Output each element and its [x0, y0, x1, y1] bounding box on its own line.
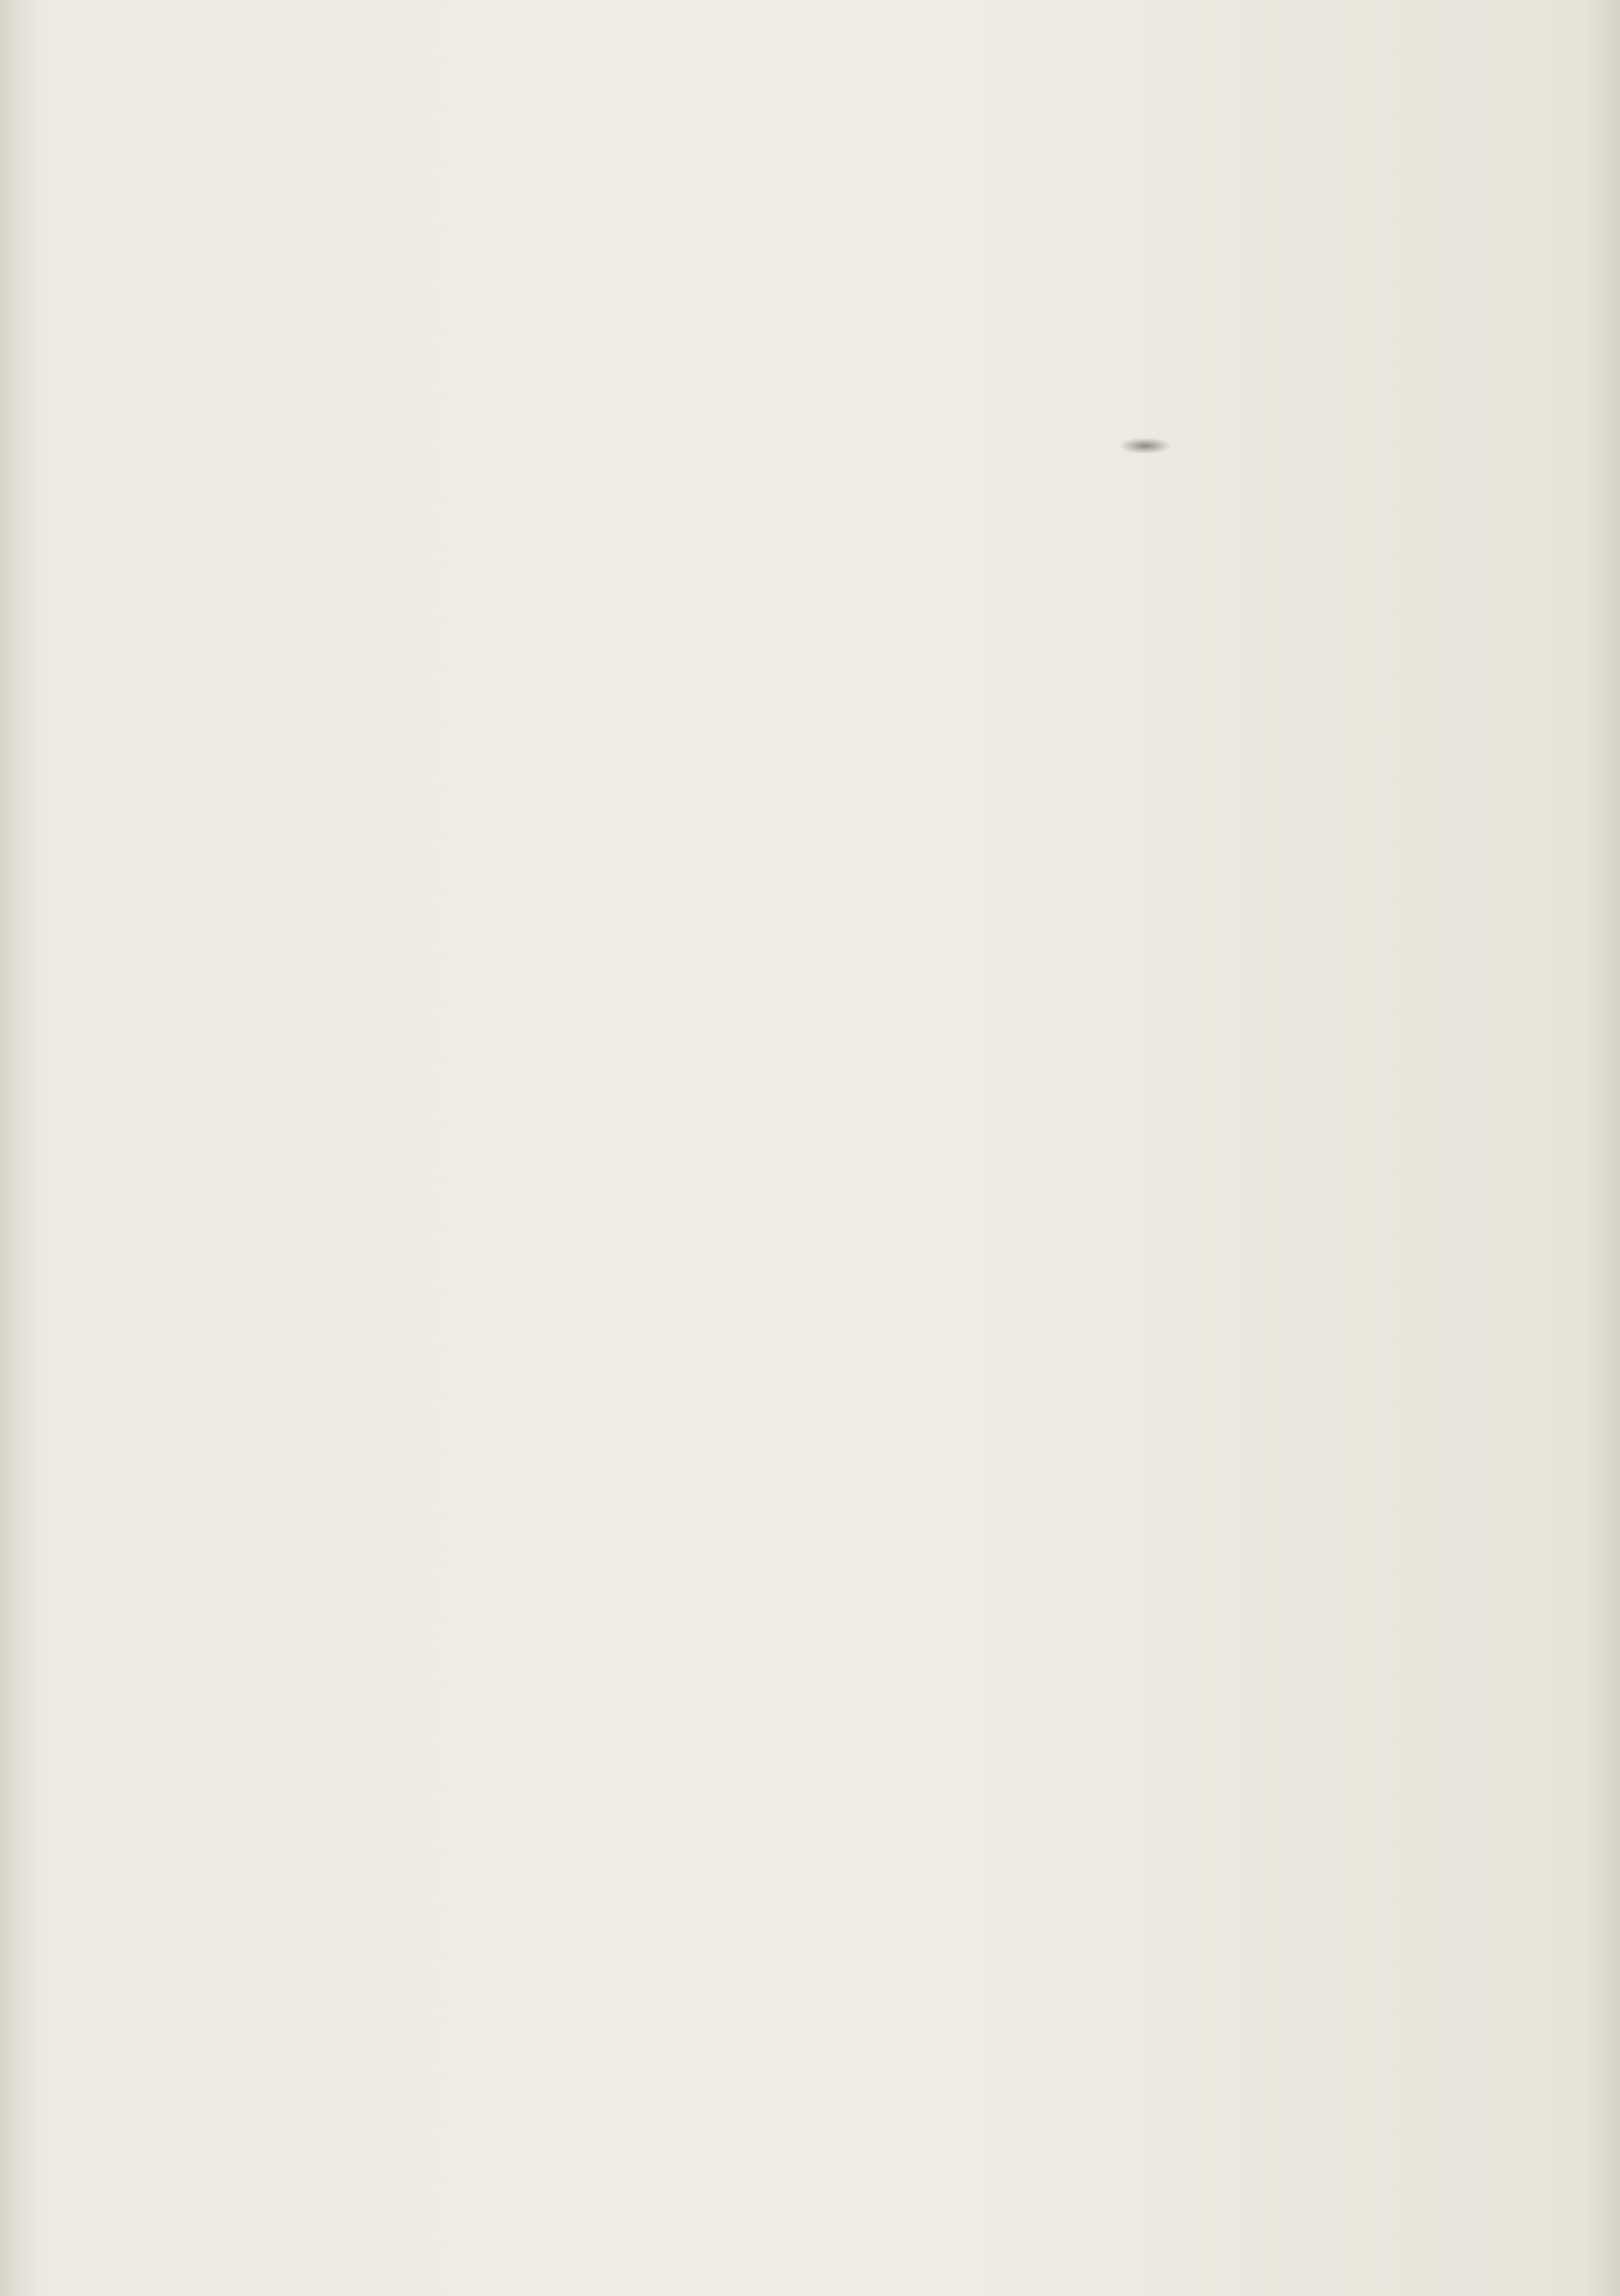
ink-smudge	[1120, 438, 1170, 454]
page-footer	[1567, 2257, 1586, 2285]
